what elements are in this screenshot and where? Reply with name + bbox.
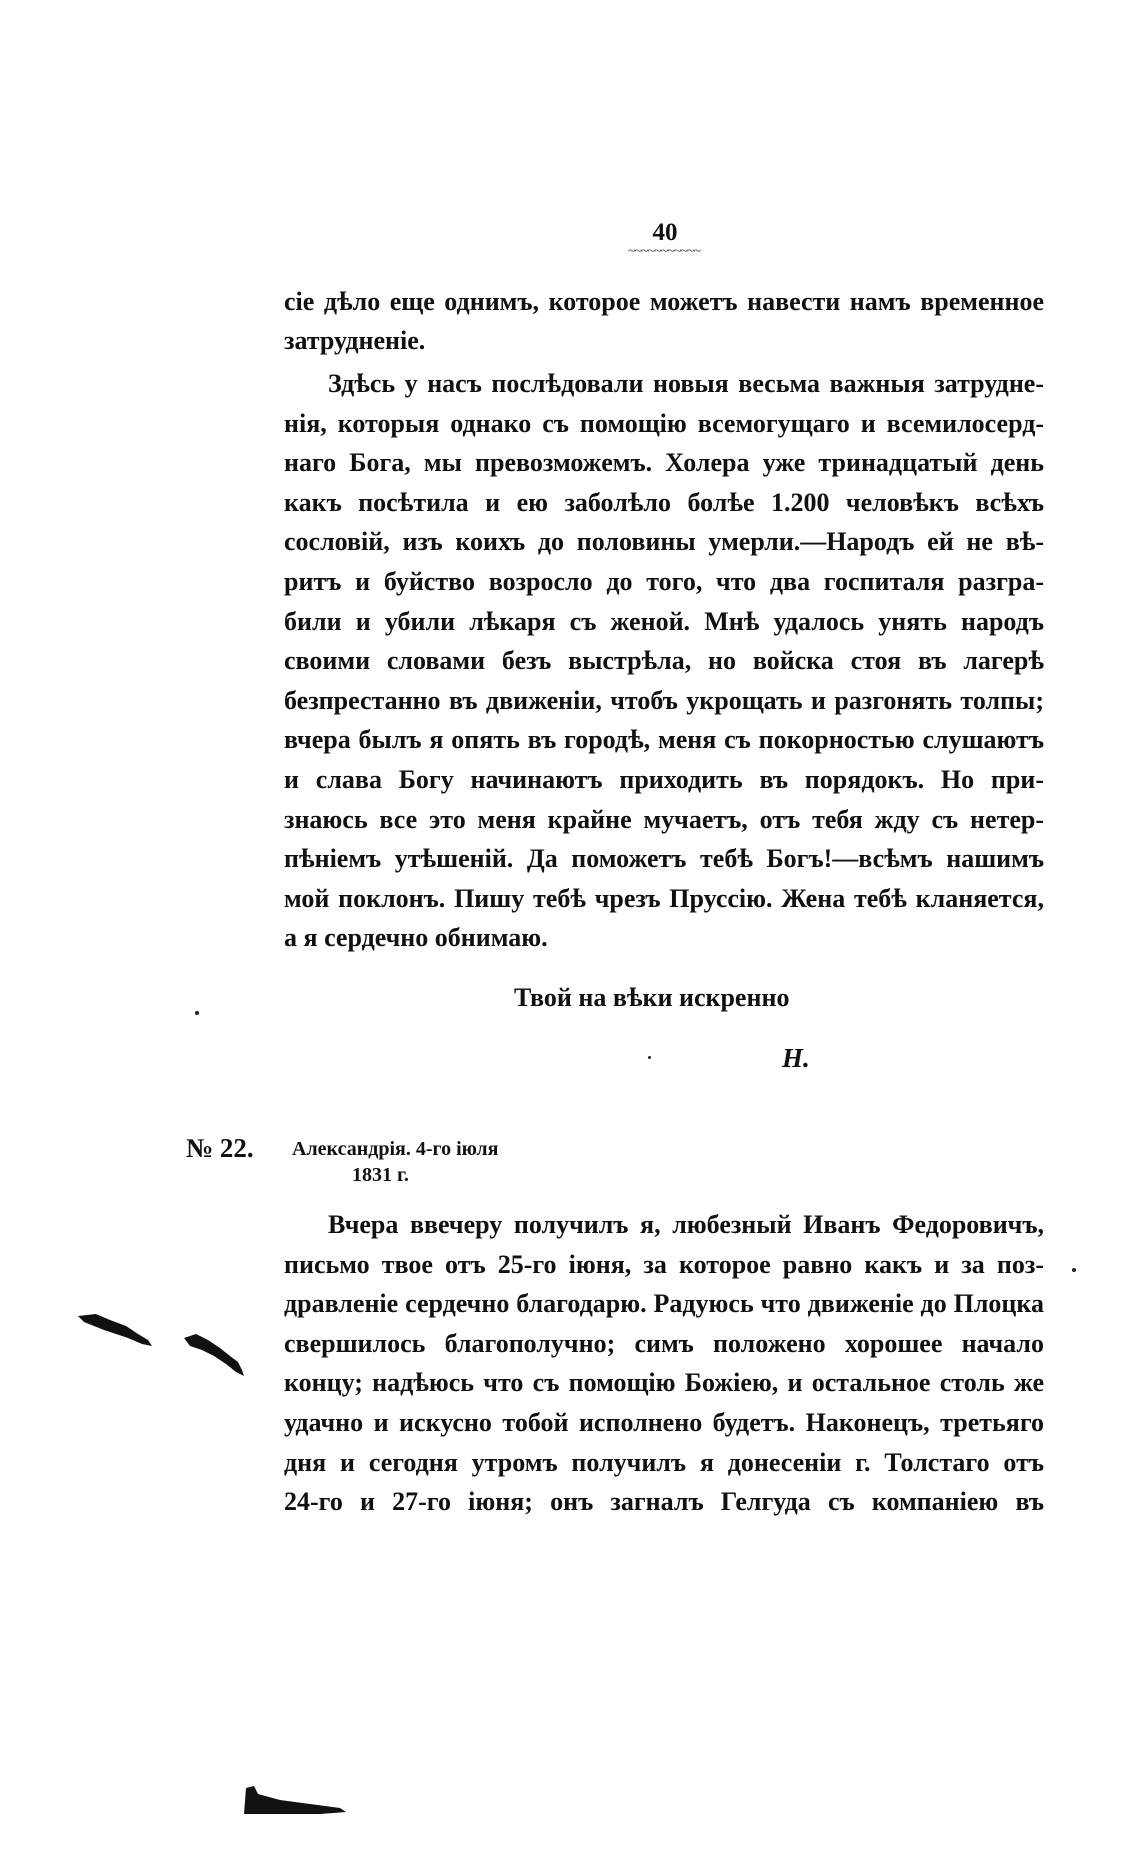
- text-line: били и убили лѣкаря съ женой. Мнѣ удалось унять народъ: [284, 606, 1044, 636]
- letter-signature: Н.: [782, 1043, 810, 1073]
- text-line: знаюсь все это меня крайне мучаетъ, отъ тебя жду съ нетер-: [284, 804, 1044, 834]
- ink-stain-1: [76, 1310, 156, 1350]
- letter-dateline-year: 1831 г.: [352, 1164, 409, 1186]
- text-line: своими словами безъ выстрѣла, но войска стоя въ лагерѣ: [284, 646, 1044, 676]
- speck: [195, 1011, 199, 1015]
- text-line: затрудненіе.: [284, 326, 426, 355]
- text-line: безпрестанно въ движеніи, чтобъ укрощать и разгонять толпы;: [284, 685, 1044, 715]
- letter-dateline-place: Александрія. 4-го іюля: [292, 1138, 499, 1160]
- text-line: Вчера ввечеру получилъ я, любезный Иванъ Федоровичъ,: [328, 1210, 1044, 1239]
- letter-number: № 22.: [186, 1133, 254, 1163]
- text-line: концу; надѣюсь что съ помощію Божіею, и остальное столь же: [284, 1368, 1044, 1398]
- text-line: Здѣсь у насъ послѣдовали новыя весьма важныя затрудне-: [328, 369, 1044, 398]
- text-line: удачно и искусно тобой исполнено будетъ. Наконецъ, третьяго: [284, 1407, 1044, 1437]
- text-line: мой поклонъ. Пишу тебѣ чрезъ Пруссію. Жена тебѣ кланяется,: [284, 883, 1044, 913]
- text-line: сіе дѣло еще однимъ, которое можетъ навести намъ временное: [284, 287, 1044, 316]
- speck: [1072, 1268, 1076, 1272]
- text-line: ритъ и буйство возросло до того, что два госпиталя разгра-: [284, 566, 1044, 596]
- page-number-ornament: ~~~~~~~~~~~: [627, 244, 701, 259]
- text-line: свершилось благополучно; симъ положено хорошее начало: [284, 1328, 1044, 1358]
- text-line: сословій, изъ коихъ до половины умерли.—Народъ ей не вѣ-: [284, 527, 1044, 557]
- text-line: нія, которыя однако съ помощію всемогущаго и всемилосерд-: [284, 408, 1044, 438]
- page-number: 40: [652, 219, 678, 246]
- letter-22-body: [284, 1205, 1044, 1522]
- text-line: пѣніемъ утѣшеній. Да поможетъ тебѣ Богъ!—всѣмъ нашимъ: [284, 844, 1044, 874]
- ink-stain-2: [182, 1330, 252, 1380]
- speck: [648, 1056, 651, 1059]
- ink-stain-3: [240, 1780, 350, 1820]
- text-line: а я сердечно обнимаю.: [284, 923, 548, 953]
- text-line: вчера былъ я опять въ городѣ, меня съ покорностью слушаютъ: [284, 725, 1044, 755]
- paragraph-continuation: [284, 282, 1044, 322]
- text-line: какъ посѣтила и ею заболѣло болѣе 1.200 человѣкъ всѣхъ: [284, 487, 1044, 517]
- text-line: дравленіе сердечно благодарю. Радуюсь что движеніе до Плоцка: [284, 1289, 1044, 1319]
- paragraph-continuation-end: [284, 321, 1044, 361]
- letter-closing: Твой на вѣки искренно: [514, 983, 790, 1012]
- paragraph-main: [284, 364, 1044, 958]
- text-line: 24-го и 27-го іюня; онъ загналъ Гелгуда съ компаніею въ: [284, 1487, 1044, 1517]
- text-line: дня и сегодня утромъ получилъ я донесеніи г. Толстаго отъ: [284, 1447, 1044, 1477]
- text-line: письмо твое отъ 25-го іюня, за которое равно какъ и за поз-: [284, 1249, 1044, 1279]
- text-line: наго Бога, мы превозможемъ. Холера уже тринадцатый день: [284, 448, 1044, 478]
- text-line: и слава Богу начинаютъ приходить въ порядокъ. Но при-: [284, 764, 1044, 794]
